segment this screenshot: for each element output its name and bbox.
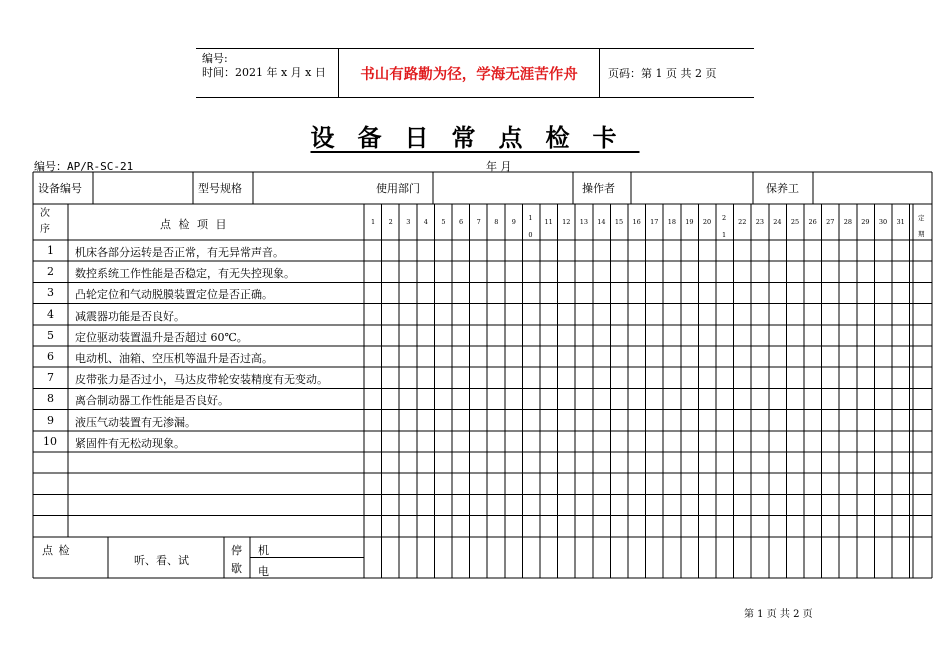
row-number: 1 — [47, 244, 54, 257]
label-equipment-no: 设备编号 — [38, 182, 82, 195]
check-item-text: 皮带张力是否过小，马达皮带轮安装精度有无变动。 — [75, 373, 328, 387]
day-header: 31 — [896, 218, 905, 226]
check-item-text: 液压气动装置有无渗漏。 — [75, 415, 196, 429]
label-model-spec: 型号规格 — [198, 182, 242, 195]
day-header: 4 — [423, 218, 428, 226]
day-header: 11 — [544, 218, 553, 226]
day-header: 30 — [878, 218, 888, 226]
page-footer: 第 1 页 共 2 页 — [744, 609, 813, 620]
row-number: 10 — [43, 434, 57, 448]
label-use-dept: 使用部门 — [376, 182, 420, 195]
day-header: 9 — [511, 218, 516, 226]
day-header: 22 — [738, 218, 747, 226]
bottom-check-point: 点 检 — [42, 544, 71, 557]
row-number: 5 — [47, 328, 54, 342]
day-header: 2 — [388, 218, 393, 226]
day-header: 19 — [685, 218, 694, 226]
row-number: 2 — [47, 265, 54, 279]
header-seq: 次序 — [40, 208, 50, 235]
check-item-text: 机床各部分运转是否正常，有无异常声音。 — [75, 246, 284, 259]
check-item-text: 离合制动器工作性能是否良好。 — [75, 394, 229, 408]
day-header: 23 — [755, 218, 764, 226]
label-operator: 操作者 — [582, 182, 615, 195]
day-header: 16 — [632, 218, 641, 226]
check-item-text: 减震器功能是否良好。 — [75, 309, 185, 323]
row-number: 8 — [47, 392, 54, 406]
header-regular: 定期 — [918, 214, 925, 238]
day-header: 29 — [861, 218, 870, 226]
day-header: 13 — [579, 218, 588, 226]
check-item-text: 数控系统工作性能是否稳定，有无失控现象。 — [75, 267, 295, 281]
day-header: 1 — [371, 218, 376, 226]
day-header: 24 — [773, 218, 782, 226]
day-header: 20 — [702, 218, 712, 226]
day-header: 5 — [441, 218, 446, 226]
check-item-text: 凸轮定位和气动脱膜装置定位是否正确。 — [75, 288, 273, 302]
day-header: 10 — [528, 214, 533, 239]
header-page-code: 页码：第 1 页 共 2 页 — [608, 67, 717, 80]
day-header: 21 — [722, 214, 727, 239]
row-number: 4 — [47, 307, 54, 321]
check-item-text: 紧固件有无松动现象。 — [75, 436, 185, 450]
bottom-electric: 电 — [258, 565, 269, 578]
bottom-machine: 机 — [258, 544, 269, 557]
day-header: 18 — [667, 218, 676, 226]
year-month: 年 月 — [486, 160, 512, 173]
day-header: 26 — [808, 218, 817, 226]
day-header: 25 — [790, 218, 800, 226]
header-time: 时间：2021 年 x 月 x 日 — [202, 66, 326, 79]
row-number: 3 — [47, 286, 54, 300]
check-item-text: 定位驱动装置温升是否超过 60℃。 — [75, 330, 248, 344]
header-items: 点 检 项 目 — [160, 218, 229, 231]
day-header: 28 — [843, 218, 852, 226]
day-header: 14 — [597, 218, 606, 226]
header-number-label: 编号: — [202, 52, 228, 65]
day-header: 3 — [406, 218, 411, 226]
day-header: 27 — [826, 218, 835, 226]
day-header: 12 — [562, 218, 571, 226]
day-header: 7 — [476, 218, 481, 226]
bottom-stop: 停歇 — [231, 544, 242, 575]
check-item-text: 电动机、油箱、空压机等温升是否过高。 — [75, 352, 273, 365]
day-header: 15 — [614, 218, 624, 226]
page-title: 设备日常点检卡 — [310, 123, 640, 152]
day-header: 8 — [494, 218, 499, 226]
row-number: 9 — [47, 413, 54, 427]
day-header: 17 — [650, 218, 659, 226]
row-number: 6 — [47, 350, 54, 363]
label-maintainer: 保养工 — [766, 182, 799, 195]
row-number: 7 — [47, 371, 54, 385]
day-header: 6 — [459, 218, 464, 226]
doc-number: 编号：AP/R-SC-21 — [34, 160, 134, 173]
header-motto: 书山有路勤为径，学海无涯苦作舟 — [338, 49, 600, 97]
bottom-method: 听、看、试 — [134, 554, 189, 567]
